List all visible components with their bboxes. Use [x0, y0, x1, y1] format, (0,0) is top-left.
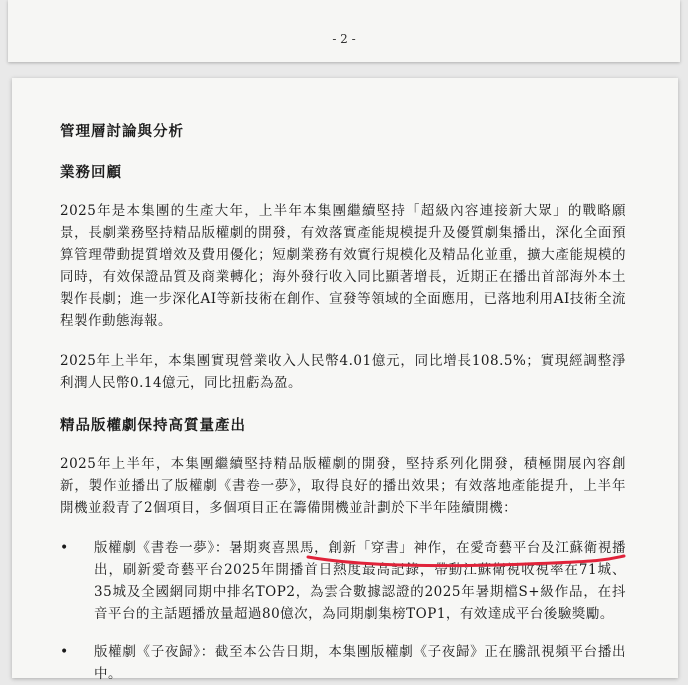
- list-item: [60, 537, 626, 625]
- previous-page: [8, 0, 680, 62]
- bullet-mark: •: [60, 644, 69, 660]
- drama-list: [60, 537, 626, 685]
- business-review-title: 業務回顧: [60, 164, 122, 181]
- list-item: [60, 641, 626, 685]
- list-item-text: 版權劇《書卷一夢》：暑期爽喜黑馬，創新「穿書」神作，在愛奇藝平台及江蘇衛視播出，刷新愛奇藝平台2025年開播首日熱度最高記錄，帶動江蘇衛視收視率在71城、35城及全國網同期中排名TOP2，為雲合數據認證的2025年暑期檔S+級作品，在抖音平台的主話題播放量超過80億次，為同期劇集榜TOP1，有效達成平台後驗獎勵。: [94, 540, 626, 622]
- page-content: [60, 120, 626, 685]
- page-number: - 2 -: [332, 32, 356, 46]
- subsection-title: 精品版權劇保持高質量產出: [60, 417, 246, 434]
- bullet-mark: •: [60, 540, 69, 556]
- paragraph-drama-development: 2025年上半年，本集團繼續堅持精品版權劇的開發，堅持系列化開發，積極開展內容創新，製作並播出了版權劇《書卷一夢》，取得良好的播出效果；有效落地產能提升，上半年開機並殺青了2個項目，多個項目正在籌備開機並計劃於下半年陸續開機：: [60, 456, 626, 516]
- section-title: 管理層討論與分析: [60, 123, 184, 140]
- paragraph-strategy: 2025年是本集團的生產大年，上半年本集團繼續堅持「超級內容連接新大眾」的戰略願景，長劇業務堅持精品版權劇的開發，有效落實產能規模提升及優質劇集播出，深化全面預算管理帶動提質增效及費用優化；短劇業務有效實行規模化及精品化並重，擴大產能規模的同時，有效保證品質及商業轉化；海外發行收入同比顯著增長，近期正在播出首部海外本土製作長劇；進一步深化AI等新技術在創作、宣發等領域的全面應用，已落地利用AI技術全流程製作動態海報。: [60, 203, 626, 329]
- document-page: [12, 78, 678, 682]
- paragraph-revenue: 2025年上半年，本集團實現營業收入人民幣4.01億元，同比增長108.5%；實現經調整淨利潤人民幣0.14億元，同比扭虧為盈。: [60, 353, 626, 391]
- list-item-text: 版權劇《子夜歸》：截至本公告日期，本集團版權劇《子夜歸》正在騰訊視頻平台播出中。: [94, 644, 626, 682]
